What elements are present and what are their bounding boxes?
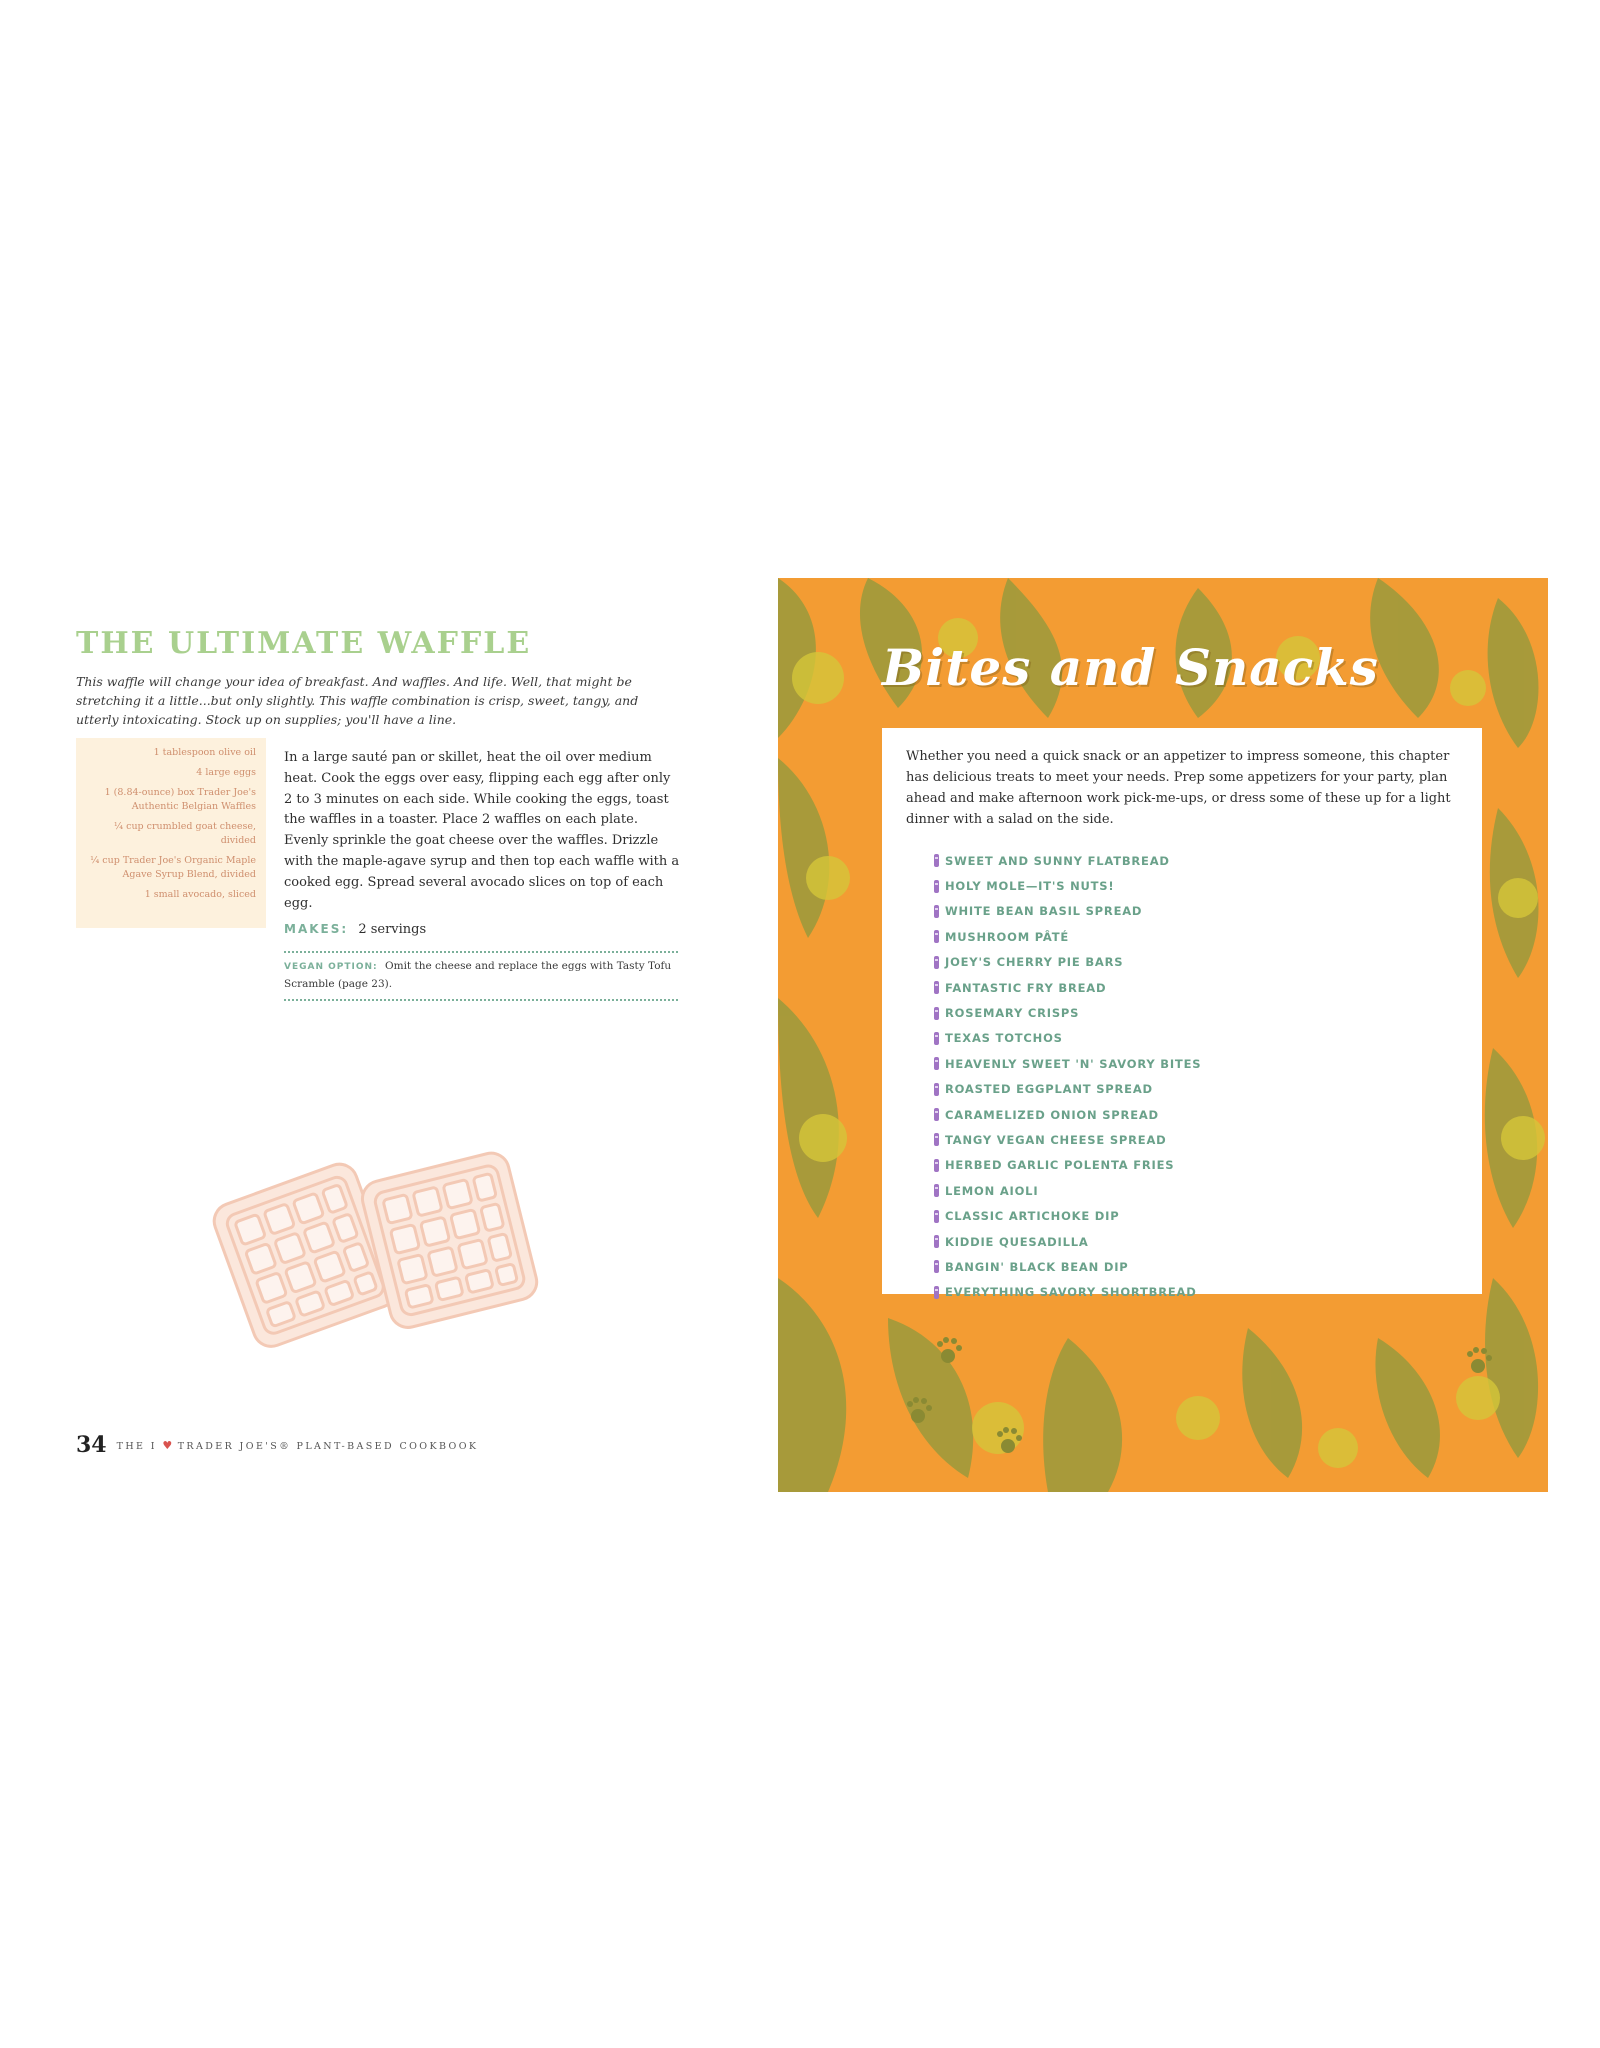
recipe-name: LEMON AIOLI: [945, 1183, 1039, 1198]
recipe-name: KIDDIE QUESADILLA: [945, 1234, 1089, 1249]
ingredients-box: [76, 738, 266, 928]
list-item: [934, 1203, 1458, 1228]
bullet-icon: [934, 1057, 939, 1070]
bullet-icon: [934, 1108, 939, 1121]
recipe-directions: In a large sauté pan or skillet, heat the oil over medium heat. Cook the eggs over easy, flipping each egg after only 2 to 3 minutes on each side. While cooking the eggs, toast the waffles in a toaster. Place 2 waffles on each plate. Evenly sprinkle the goat cheese over the waffles. Drizzle with the maple-agave syrup and then top each waffle with a cooked egg. Spread several avocado slices on top of each egg.: [284, 750, 680, 911]
ingredient-item: 1 tablespoon olive oil: [153, 747, 256, 758]
recipe-name: FANTASTIC FRY BREAD: [945, 980, 1107, 995]
recipe-name: MUSHROOM PÂTÉ: [945, 929, 1070, 944]
recipe-name: EVERYTHING SAVORY SHORTBREAD: [945, 1285, 1197, 1300]
recipe-name: HOLY MOLE—IT'S NUTS!: [945, 879, 1115, 894]
running-head-suffix: TRADER JOE'S® PLANT-BASED COOKBOOK: [177, 1440, 479, 1452]
makes-label: MAKES:: [284, 922, 349, 936]
bullet-icon: [934, 1083, 939, 1096]
bullet-icon: [934, 930, 939, 943]
recipe-name: HERBED GARLIC POLENTA FRIES: [945, 1158, 1175, 1173]
recipe-name: BANGIN' BLACK BEAN DIP: [945, 1259, 1129, 1274]
heart-icon: ♥: [162, 1438, 173, 1452]
list-item: [934, 1153, 1458, 1178]
ingredient-item: 1 (8.84-ounce) box Trader Joe's Authentic Belgian Waffles: [104, 787, 256, 812]
vegan-option-label: VEGAN OPTION:: [284, 962, 378, 972]
vegan-option-note: [284, 951, 678, 1001]
bullet-icon: [934, 1159, 939, 1172]
bullet-icon: [934, 1210, 939, 1223]
chapter-intro: Whether you need a quick snack or an appetizer to impress someone, this chapter has delicious treats to meet your needs. Prep some appetizers for your party, plan ahead and make afternoon work pick-me-ups, or dress some of these up for a light dinner with a salad on the side.: [906, 749, 1451, 827]
bullet-icon: [934, 1133, 939, 1146]
recipe-name: CLASSIC ARTICHOKE DIP: [945, 1209, 1120, 1224]
recipe-name: ROSEMARY CRISPS: [945, 1006, 1080, 1021]
recipe-name: SWEET AND SUNNY FLATBREAD: [945, 853, 1170, 868]
bullet-icon: [934, 1260, 939, 1273]
ingredient-item: 4 large eggs: [196, 767, 256, 778]
recipe-list: [906, 848, 1458, 1305]
recipe-name: HEAVENLY SWEET 'N' SAVORY BITES: [945, 1056, 1202, 1071]
list-item: [934, 1127, 1458, 1152]
list-item: [934, 924, 1458, 949]
recipe-name: TANGY VEGAN CHEESE SPREAD: [945, 1132, 1167, 1147]
chapter-title: Bites and Snacks: [882, 638, 1379, 697]
makes-value: 2 servings: [358, 922, 427, 937]
bullet-icon: [934, 981, 939, 994]
bullet-icon: [934, 1007, 939, 1020]
list-item: [934, 899, 1458, 924]
bullet-icon: [934, 1032, 939, 1045]
bullet-icon: [934, 956, 939, 969]
chapter-opener-panel: [778, 578, 1548, 1492]
makes-line: [284, 922, 426, 937]
recipe-intro: This waffle will change your idea of breakfast. And waffles. And life. Well, that might be stretching it a little...but only slightly. This waffle combination is crisp, sweet, tangy, and utterly intoxicating. Stock up on supplies; you'll have a line.: [76, 674, 639, 727]
recipe-name: CARAMELIZED ONION SPREAD: [945, 1107, 1159, 1122]
running-head: [117, 1439, 479, 1452]
recipe-name: WHITE BEAN BASIL SPREAD: [945, 904, 1143, 919]
list-item: [934, 1280, 1458, 1305]
list-item: [934, 873, 1458, 898]
ingredient-item: ¼ cup Trader Joe's Organic Maple Agave Syrup Blend, divided: [90, 855, 256, 880]
list-item: [934, 1178, 1458, 1203]
recipe-title: THE ULTIMATE WAFFLE: [76, 626, 532, 661]
waffle-illustration: [212, 1135, 542, 1367]
list-item: [934, 975, 1458, 1000]
list-item: [934, 848, 1458, 873]
list-item: [934, 1051, 1458, 1076]
page-number: 34: [76, 1432, 107, 1458]
bullet-icon: [934, 1235, 939, 1248]
recipe-name: TEXAS TOTCHOS: [945, 1031, 1063, 1046]
ingredient-item: 1 small avocado, sliced: [144, 889, 256, 900]
list-item: [934, 1229, 1458, 1254]
list-item: [934, 1077, 1458, 1102]
list-item: [934, 1254, 1458, 1279]
bullet-icon: [934, 854, 939, 867]
bullet-icon: [934, 1184, 939, 1197]
list-item: [934, 1000, 1458, 1025]
running-head-prefix: THE I: [116, 1440, 157, 1452]
bullet-icon: [934, 880, 939, 893]
chapter-content-card: [882, 728, 1482, 1300]
bullet-icon: [934, 905, 939, 918]
recipe-name: ROASTED EGGPLANT SPREAD: [945, 1082, 1153, 1097]
recipe-name: JOEY'S CHERRY PIE BARS: [945, 955, 1124, 970]
list-item: [934, 1026, 1458, 1051]
bullet-icon: [934, 1286, 939, 1299]
list-item: [934, 1102, 1458, 1127]
vegan-option-text: Omit the cheese and replace the eggs with Tasty Tofu Scramble (page 23).: [284, 960, 672, 990]
page-footer: [76, 1432, 478, 1458]
ingredient-item: ¼ cup crumbled goat cheese, divided: [113, 821, 256, 846]
list-item: [934, 950, 1458, 975]
